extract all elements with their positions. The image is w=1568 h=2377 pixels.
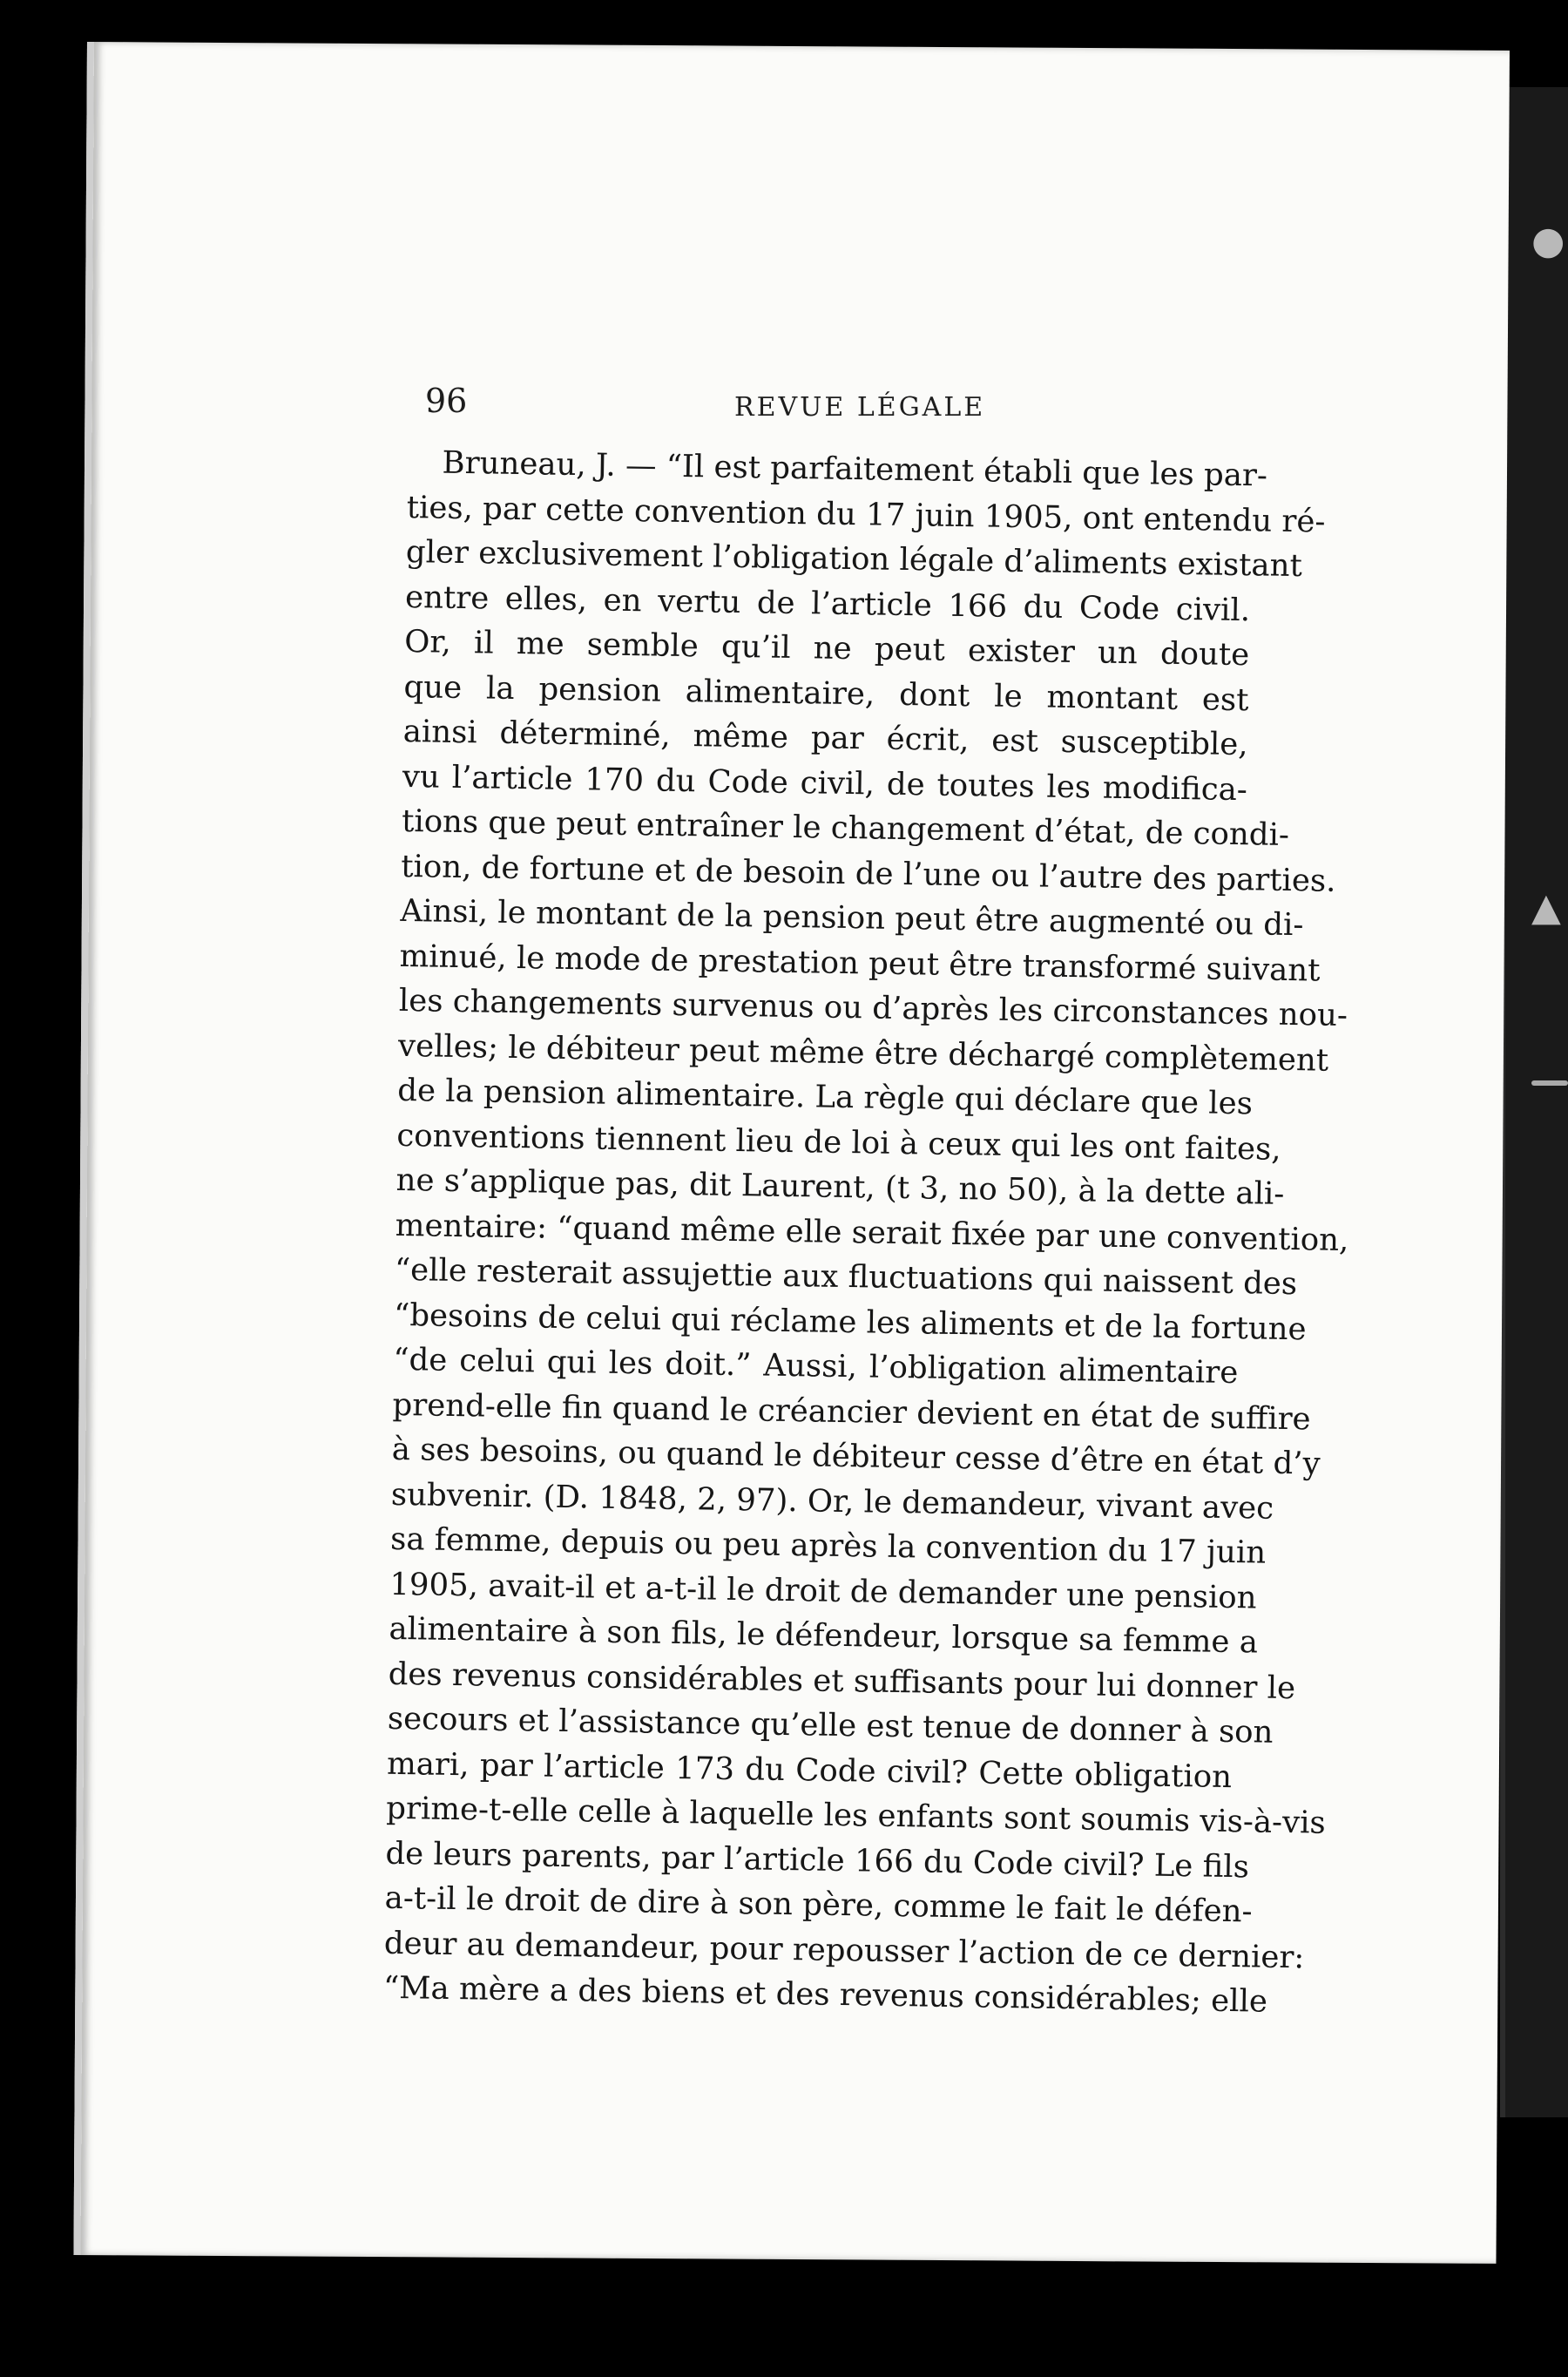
text-line: sa femme, depuis ou peu après la convention du 17 juin [389,1520,1267,1571]
body-text [382,440,1349,2024]
page-number: 96 [425,382,468,420]
text-line: prend-elle fin quand le créancier devient en état de suffire [392,1386,1311,1437]
text-line: prime-t-elle celle à laquelle les enfants sont soumis vis-à-vis [386,1790,1327,1841]
text-line: ne s’applique pas, dit Laurent, (t 3, no 50), à la dette ali- [395,1161,1285,1212]
text-line: Or, il me semble qu’il ne peut exister un doute [404,623,1250,674]
text-line: “Ma mère a des biens et des revenus considérables; elle [382,1969,1268,2020]
text-line: les changements survenus ou d’après les circonstances nou- [398,982,1348,1034]
text-line: subvenir. (D. 1848, 2, 97). Or, le demandeur, vivant avec [390,1476,1274,1527]
text-line: ainsi déterminé, même par écrit, est susceptible, [402,713,1248,763]
text-line: “elle resterait assujettie aux fluctuations qui naissent des [394,1251,1298,1303]
text-line: “de celui qui les doit.” Aussi, l’obligation alimentaire [393,1341,1239,1392]
text-line: entre elles, en vertu de l’article 166 du Code civil. [404,579,1251,628]
text-line: que la pension alimentaire, dont le montant est [403,668,1249,718]
text-line: minué, le mode de prestation peut être transformé suivant [399,938,1321,989]
text-line: conventions tiennent lieu de loi à ceux qui les ont faites, [396,1117,1281,1168]
text-line: ties, par cette convention du 17 juin 1905, ont entendu ré- [406,489,1326,540]
running-title: REVUE LÉGALE [734,392,986,423]
adjacent-page-glyph-icon: ▲ [1531,885,1561,930]
text-line: 1905, avait-il et a-t-il le droit de demander une pension [389,1566,1257,1615]
text-line: gler exclusivement l’obligation légale d’aliments existant [405,533,1303,585]
text-line: secours et l’assistance qu’elle est tenue de donner à son [387,1700,1274,1751]
adjacent-page-glyph-icon: ● [1531,219,1565,263]
text-line: Ainsi, le montant de la pension peut être augmenté ou di- [400,892,1304,944]
text-line: mari, par l’article 173 du Code civil? Cette obligation [386,1745,1233,1795]
text-line: tions que peut entraîner le changement d’état, de condi- [401,802,1290,853]
text-line: “besoins de celui qui réclame les aliments et de la fortune [393,1297,1307,1347]
text-line: a-t-il le droit de dire à son père, comme le fait le défen- [384,1879,1253,1930]
text-line: à ses besoins, ou quand le débiteur cesse d’être en état d’y [391,1431,1321,1482]
text-line: de leurs parents, par l’article 166 du Code civil? Le fils [385,1835,1250,1885]
text-line: vu l’article 170 du Code civil, de toutes les modifica- [402,758,1248,808]
text-line: alimentaire à son fils, le défendeur, lorsque sa femme a [389,1610,1259,1661]
text-line: tion, de fortune et de besoin de l’une ou l’autre des parties. [400,848,1336,899]
text-line: mentaire: “quand même elle serait fixée par une convention, [395,1207,1349,1258]
edge-mark [1531,1080,1568,1086]
text-line: velles; le débiteur peut même être déchargé complètement [397,1027,1329,1079]
text-line: deur au demandeur, pour repousser l’action de ce dernier: [383,1925,1305,1975]
text-line: de la pension alimentaire. La règle qui déclare que les [396,1072,1254,1122]
text-line: des revenus considérables et suffisants pour lui donner le [388,1656,1296,1706]
adjacent-page-edge [1500,87,1568,2117]
page-header [425,382,1296,434]
text-line: Bruneau, J. — “Il est parfaitement établi que les par- [442,444,1268,494]
